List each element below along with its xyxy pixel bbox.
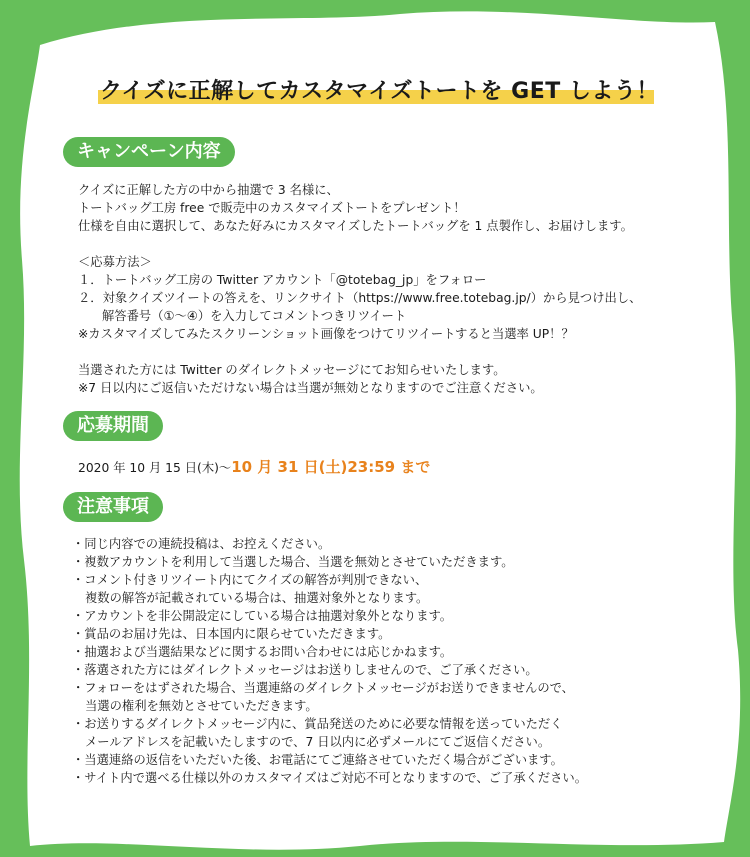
campaign-description [78,181,641,397]
section-heading-period: 応募期間 [63,411,163,441]
note-item: ・複数アカウントを利用して当選した場合、当選を無効とさせていただきます。 [72,555,514,569]
method-step: １．トートバッグ工房の Twitter アカウント「@totebag_jp」をフォロー [78,273,487,287]
note-item: ・コメント付きリツイート内にてクイズの解答が判別できない、 [72,573,428,587]
winner-notice: 当選された方には Twitter のダイレクトメッセージにてお知らせいたします。 [78,363,506,377]
page-title: クイズに正解してカスタマイズトートを GET しよう！ [100,79,659,104]
note-item: ・抽選および当選結果などに関するお問い合わせには応じかねます。 [72,645,453,659]
campaign-line: トートバッグ工房 free で販売中のカスタマイズトートをプレゼント！ [78,201,466,215]
note-item: ・アカウントを非公開設定にしている場合は抽選対象外となります。 [72,609,453,623]
winner-notice: ※7 日以内にご返信いただけない場合は当選が無効となりますのでご注意ください。 [78,381,543,395]
section-heading-campaign: キャンペーン内容 [63,137,235,167]
notes-list [72,535,587,787]
note-item: ・同じ内容での連続投稿は、お控えください。 [72,537,331,551]
entry-period [78,456,430,477]
blank-line [78,235,641,253]
note-item-continued: 複数の解答が記載されている場合は、抽選対象外となります。 [85,591,429,605]
campaign-line: 仕様を自由に選択して、あなた好みにカスタマイズしたトートバッグを 1 点製作し、お届けします。 [78,219,633,233]
note-item: ・フォローをはずされた場合、当選連絡のダイレクトメッセージがお送りできませんので、 [72,681,574,695]
period-end: 10 月 31 日(土)23:59 まで [231,458,431,476]
note-item: ・サイト内で選べる仕様以外のカスタマイズはご対応不可となりますので、ご了承ください。 [72,771,587,785]
note-item: ・落選された方にはダイレクトメッセージはお送りしませんので、ご了承ください。 [72,663,538,677]
note-item-continued: 当選の権利を無効とさせていただきます。 [85,699,318,713]
method-heading: ＜応募方法＞ [78,255,152,269]
bonus-note: ※カスタマイズしてみたスクリーンショット画像をつけてリツイートすると当選率 UP！？ [78,327,574,341]
method-step: ２．対象クイズツイートの答えを、リンクサイト（https://www.free.totebag.jp/）から見つけ出し、 [78,291,642,305]
campaign-line: クイズに正解した方の中から抽選で 3 名様に、 [78,183,339,197]
note-item: ・賞品のお届け先は、日本国内に限らせていただきます。 [72,627,391,641]
blank-line [78,343,641,361]
period-start: 2020 年 10 月 15 日(木)〜 [78,461,232,475]
note-item: ・お送りするダイレクトメッセージ内に、賞品発送のために必要な情報を送っていただく [72,717,563,731]
method-step-continued: 解答番号（①〜④）を入力してコメントつきリツイート [102,309,407,323]
section-heading-notes: 注意事項 [63,492,163,522]
title-block [98,72,658,106]
note-item: ・当選連絡の返信をいただいた後、お電話にてご連絡させていただく場合がございます。 [72,753,563,767]
note-item-continued: メールアドレスを記載いたしますので、7 日以内に必ずメールにてご返信ください。 [85,735,551,749]
